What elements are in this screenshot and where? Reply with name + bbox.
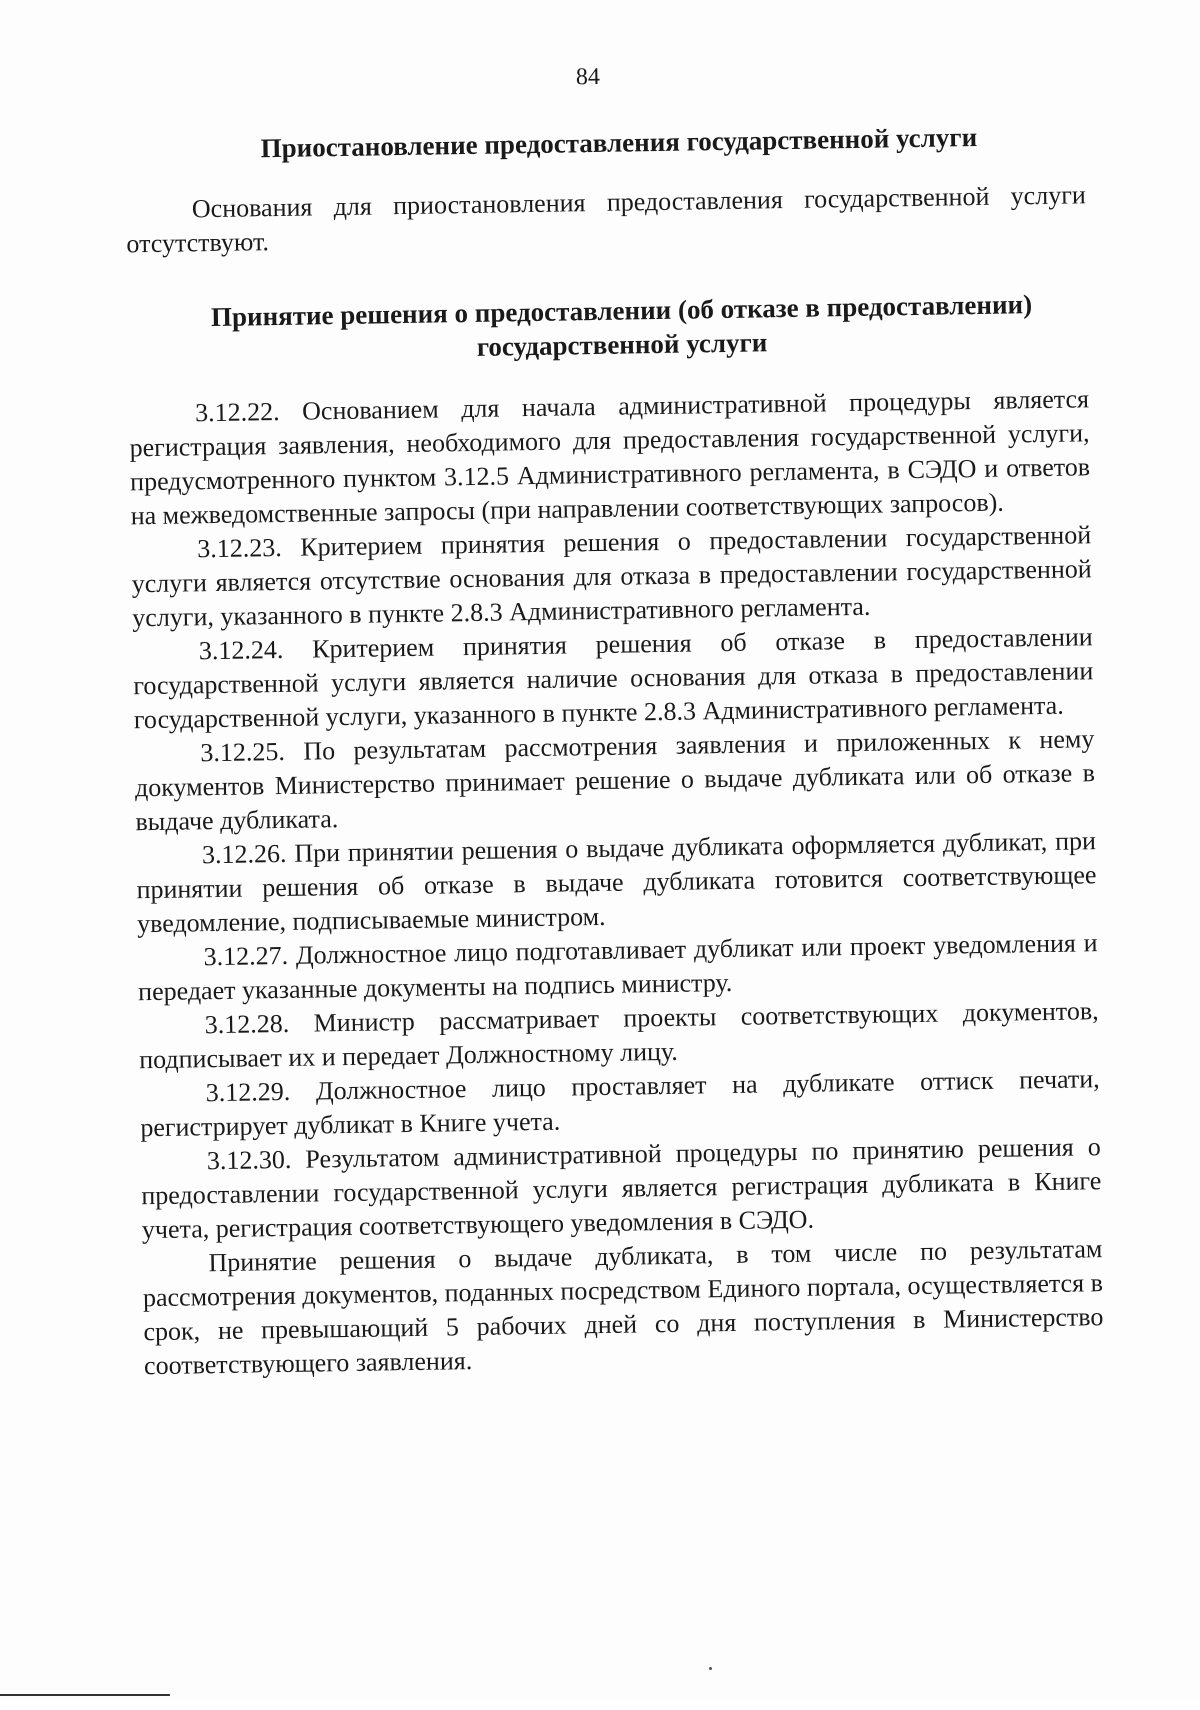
paragraph-3-12-22: 3.12.22. Основанием для начала административной процедуры является регистрация заявления, необходимого для предоставления государственной услуги, предусмотренного пунктом 3.12.5 Административного регламента, в СЭДО и ответов на межведомственные запросы (при направлении соответствующих запросов). (129, 384, 1091, 531)
scan-artifact-dot (709, 1667, 712, 1670)
paragraph-3-12-25: 3.12.25. По результатам рассмотрения заявления и приложенных к нему документов Министерство принимает решение о выдаче дубликата или об отказе в выдаче дубликата. (134, 724, 1096, 837)
section-body-decision (129, 382, 1104, 1383)
paragraph-3-12-26: 3.12.26. При принятии решения о выдаче дубликата оформляется дубликат, при принятии решения об отказе в выдаче дубликата готовится соответствующее уведомление, подписываемые министром. (136, 826, 1097, 939)
paragraph-3-12-24: 3.12.24. Критерием принятия решения об отказе в предоставлении государственной услуги является наличие основания для отказа в предоставлении государственной услуги, указанного в пункте 2.8.3 Административного регламента. (133, 622, 1094, 735)
section-title-line: Принятие решения о предоставлении (об отказе в предоставлении) (210, 289, 1033, 333)
scan-artifact-line (0, 1694, 170, 1696)
page-number: 84 (575, 63, 601, 91)
section-body-suspension (126, 178, 1087, 261)
paragraph: Основания для приостановления предоставления государственной услуги отсутствуют. (126, 180, 1086, 259)
paragraph-3-12-27: 3.12.27. Должностное лицо подготавливает дубликат или проект уведомления и передает указанные документы на подпись министру. (137, 928, 1098, 1007)
paragraph-3-12-28: 3.12.28. Министр рассматривает проекты соответствующих документов, подписывает их и передает Должностному лицу. (139, 996, 1099, 1075)
section-title-decision (141, 286, 1102, 369)
section-title-line: государственной услуги (476, 327, 768, 362)
section-title-suspension: Приостановление предоставления государственной услуги (260, 121, 978, 164)
paragraph-3-12-23: 3.12.23. Критерием принятия решения о предоставлении государственной услуги является отсутствие основания для отказа в предоставлении государственной услуги, указанного в пункте 2.8.3 Административного регламента. (131, 520, 1092, 633)
paragraph-3-12-29: 3.12.29. Должностное лицо проставляет на дубликате оттиск печати, регистрирует дубликат в Книге учета. (140, 1064, 1100, 1143)
paragraph-3-12-30: 3.12.30. Результатом административной процедуры по принятию решения о предоставлении государственной услуги является регистрация дубликата в Книге учета, регистрация соответствующего уведомления в СЭДО. (141, 1132, 1102, 1245)
paragraph-duplicate-deadline: Принятие решения о выдаче дубликата, в том числе по результатам рассмотрения документов, поданных посредством Единого портала, осуществляется в срок, не превышающий 5 рабочих дней со дня поступления в Министерство соответствующего заявления. (142, 1234, 1104, 1381)
